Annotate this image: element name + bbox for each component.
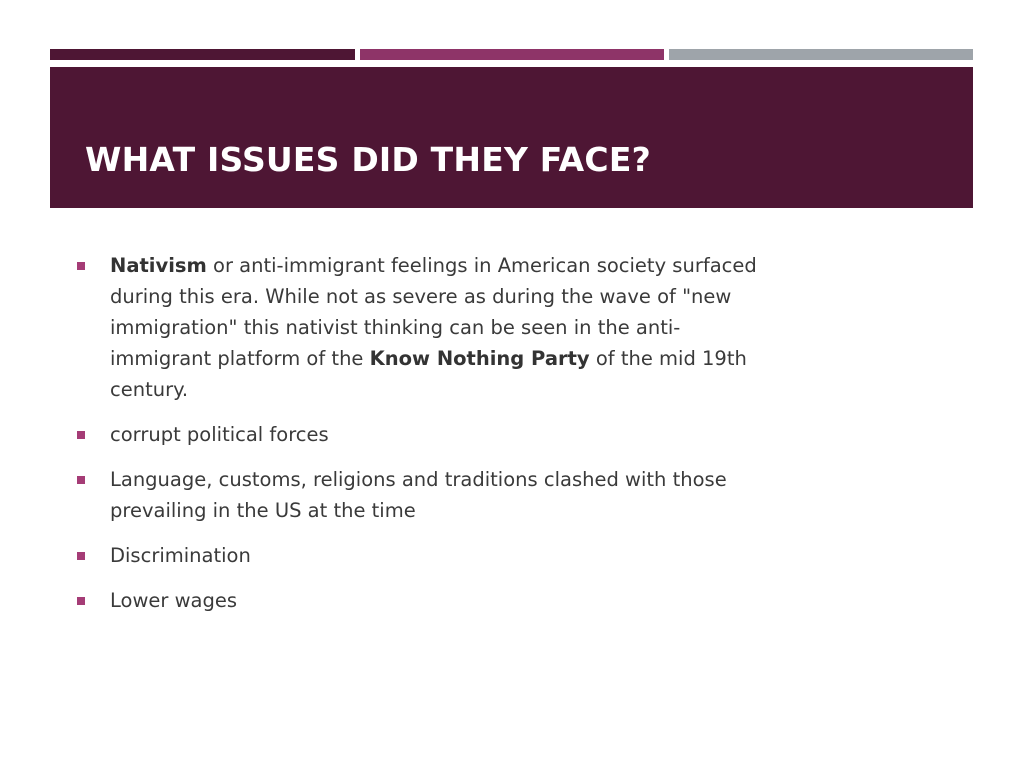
list-item xyxy=(76,585,776,616)
square-bullet-icon xyxy=(77,476,85,484)
list-item xyxy=(76,419,776,450)
bold-term-know-nothing-party: Know Nothing Party xyxy=(369,347,590,370)
square-bullet-icon xyxy=(77,262,85,270)
bullet-text-segment: of the mid 19th century. xyxy=(110,347,747,401)
square-bullet-icon xyxy=(77,431,85,439)
bold-term-nativism: Nativism xyxy=(110,254,207,277)
square-bullet-icon xyxy=(77,552,85,560)
title-band xyxy=(50,67,973,208)
bullet-text: corrupt political forces xyxy=(110,423,329,446)
bullet-text: Discrimination xyxy=(110,544,251,567)
bullet-list xyxy=(76,250,776,630)
list-item xyxy=(76,464,776,526)
accent-bar-magenta xyxy=(360,49,664,60)
bullet-text xyxy=(110,250,770,405)
bullet-text: Language, customs, religions and traditions clashed with those prevailing in the US at the time xyxy=(110,468,727,522)
list-item xyxy=(76,540,776,571)
slide-title: WHAT ISSUES DID THEY FACE? xyxy=(85,140,651,179)
square-bullet-icon xyxy=(77,597,85,605)
bullet-text: Lower wages xyxy=(110,589,238,612)
list-item xyxy=(76,250,776,405)
top-accent-bars xyxy=(50,49,973,60)
accent-bar-gray xyxy=(669,49,973,60)
accent-bar-dark xyxy=(50,49,355,60)
bullet-text-segment: or anti-immigrant feelings in American society surfaced during this era. While not as severe as during the wave of "new immigration" this nativist thinking can be seen in the anti-immigrant platform of the xyxy=(110,254,757,370)
